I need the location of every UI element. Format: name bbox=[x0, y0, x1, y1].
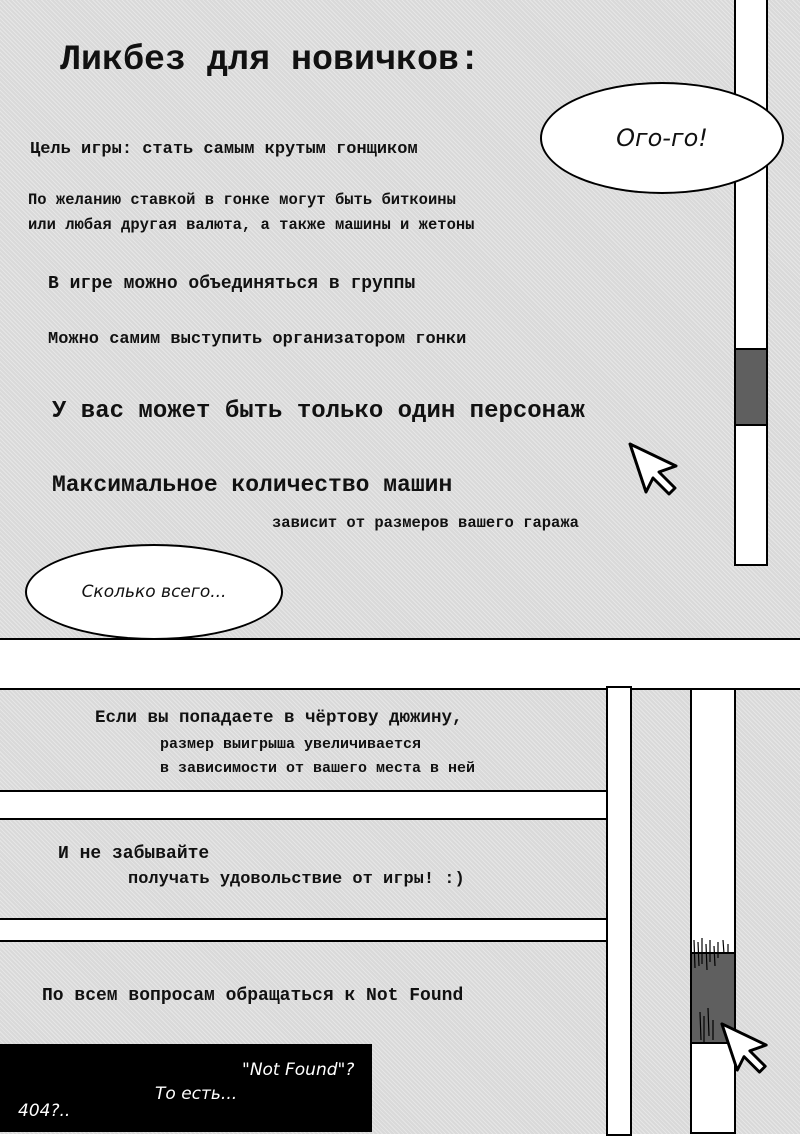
caption-line1: "Not Found"? bbox=[242, 1060, 355, 1080]
stakes-text-line1: По желанию ставкой в гонке могут быть биткоины bbox=[28, 191, 456, 209]
contact-text: По всем вопросам обращаться к Not Found bbox=[42, 986, 464, 1006]
cursor-arrow-icon-bottom bbox=[718, 1020, 772, 1074]
vertical-divider-column bbox=[606, 686, 632, 1136]
page-title: Ликбез для новичков: bbox=[60, 40, 481, 80]
caption-line2: То есть... bbox=[155, 1084, 238, 1104]
cursor-arrow-icon bbox=[626, 440, 682, 496]
organizer-text: Можно самим выступить организатором гонки bbox=[48, 330, 467, 349]
dozen-text-line2: размер выигрыша увеличивается bbox=[160, 736, 422, 753]
enjoy-text-line2: получать удовольствие от игры! :) bbox=[128, 870, 465, 889]
max-cars-text: Максимальное количество машин bbox=[52, 472, 453, 498]
scrollbar-thumb-top[interactable] bbox=[734, 348, 768, 426]
speech-bubble-how-many bbox=[25, 544, 283, 640]
one-character-text: У вас может быть только один персонаж bbox=[52, 398, 585, 425]
dozen-text-line3: в зависимости от вашего места в ней bbox=[160, 760, 476, 777]
panel-divider-1 bbox=[0, 790, 608, 820]
enjoy-text-line1: И не забывайте bbox=[58, 844, 210, 864]
caption-line3: 404?.. bbox=[18, 1101, 71, 1121]
scrollbar-track-top[interactable] bbox=[734, 0, 768, 566]
goal-text: Цель игры: стать самым крутым гонщиком bbox=[30, 140, 418, 159]
bubble-how-many-text: Сколько всего... bbox=[81, 582, 227, 602]
garage-text: зависит от размеров вашего гаража bbox=[272, 514, 579, 532]
groups-text: В игре можно объединяться в группы bbox=[48, 274, 416, 294]
bubble-wow-text: Ого-го! bbox=[616, 124, 708, 152]
stakes-text-line2: или любая другая валюта, а также машины и жетоны bbox=[28, 216, 475, 234]
speech-bubble-wow bbox=[540, 82, 784, 194]
dozen-text-line1: Если вы попадаете в чёртову дюжину, bbox=[95, 708, 463, 728]
panel-divider-2 bbox=[0, 918, 608, 942]
